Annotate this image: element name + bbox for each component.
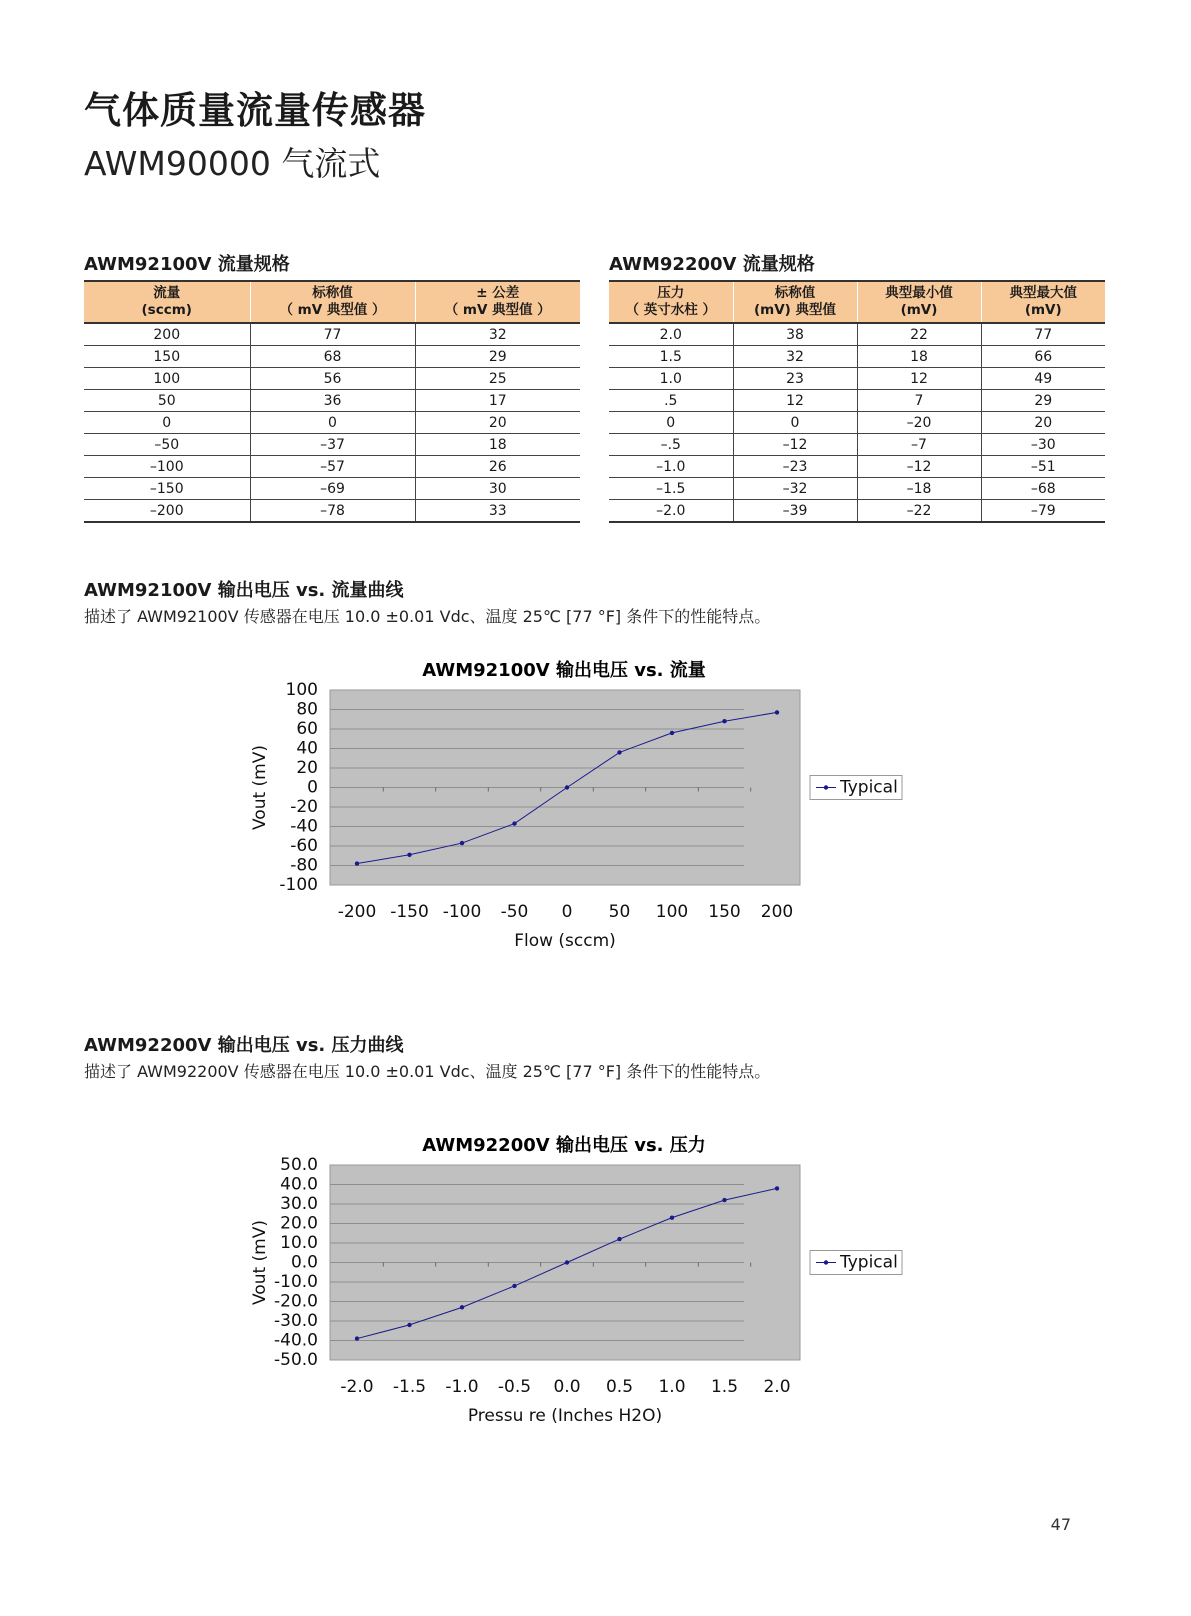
column-header-line: （ mV 典型值 ） bbox=[444, 302, 551, 318]
table-row bbox=[609, 434, 1105, 456]
table-cell: 68 bbox=[250, 346, 415, 368]
x-tick-label: 200 bbox=[760, 902, 794, 922]
pressure-spec-table bbox=[609, 280, 1105, 523]
x-tick-label: -100 bbox=[442, 902, 482, 922]
data-point bbox=[460, 1305, 464, 1309]
chart-title: AWM92200V 输出电压 vs. 压力 bbox=[422, 1134, 706, 1156]
chart-title: AWM92100V 输出电压 vs. 流量 bbox=[422, 659, 706, 681]
data-point bbox=[355, 1336, 359, 1340]
table-cell: –51 bbox=[981, 456, 1105, 478]
y-tick-label: -50.0 bbox=[274, 1350, 318, 1370]
data-point bbox=[565, 1260, 569, 1264]
x-tick-label: -0.5 bbox=[497, 1377, 532, 1397]
table-row bbox=[84, 390, 580, 412]
table-row bbox=[84, 412, 580, 434]
x-tick-label: -1.5 bbox=[392, 1377, 427, 1397]
table-cell: –.5 bbox=[609, 434, 733, 456]
table-cell: –12 bbox=[733, 434, 857, 456]
table-cell: 0 bbox=[84, 412, 250, 434]
table-cell: 22 bbox=[857, 323, 981, 346]
column-header bbox=[415, 281, 580, 323]
column-header-line: (mV) 典型值 bbox=[753, 302, 837, 318]
data-point bbox=[407, 853, 411, 857]
table-cell: 49 bbox=[981, 368, 1105, 390]
y-tick-label: 30.0 bbox=[280, 1194, 318, 1214]
x-tick-label: -200 bbox=[337, 902, 377, 922]
column-header-line: (mV) bbox=[900, 302, 938, 318]
page-number: 47 bbox=[1050, 1515, 1071, 1534]
table-cell: –32 bbox=[733, 478, 857, 500]
table-cell: 29 bbox=[415, 346, 580, 368]
table-header-row bbox=[609, 281, 1105, 323]
table-row bbox=[84, 323, 580, 346]
table-cell: 0 bbox=[250, 412, 415, 434]
flow-spec-table bbox=[84, 280, 580, 523]
flow-chart bbox=[240, 655, 960, 985]
y-tick-label: 60 bbox=[296, 719, 318, 739]
table-cell: 0 bbox=[733, 412, 857, 434]
data-point bbox=[460, 841, 464, 845]
column-header-line: 标称值 bbox=[312, 285, 353, 301]
table-cell: –12 bbox=[857, 456, 981, 478]
column-header bbox=[981, 281, 1105, 323]
table-cell: –30 bbox=[981, 434, 1105, 456]
column-header bbox=[84, 281, 250, 323]
data-point bbox=[617, 1237, 621, 1241]
column-header-line: 典型最小值 bbox=[885, 285, 953, 301]
table-cell: .5 bbox=[609, 390, 733, 412]
column-header-line: 典型最大值 bbox=[1009, 285, 1077, 301]
table-cell: 0 bbox=[609, 412, 733, 434]
table-row bbox=[84, 456, 580, 478]
data-point bbox=[512, 1284, 516, 1288]
table-row bbox=[84, 346, 580, 368]
data-point bbox=[775, 1186, 779, 1190]
y-tick-label: 0 bbox=[307, 777, 318, 798]
data-point bbox=[617, 750, 621, 754]
data-point bbox=[512, 821, 516, 825]
table-row bbox=[84, 368, 580, 390]
table2-title: AWM92200V 流量规格 bbox=[609, 254, 815, 275]
table-cell: 32 bbox=[733, 346, 857, 368]
x-tick-label: 2.0 bbox=[763, 1377, 791, 1397]
table-cell: 77 bbox=[250, 323, 415, 346]
legend-label: Typical bbox=[840, 1252, 898, 1273]
section2-title: AWM92200V 输出电压 vs. 压力曲线 bbox=[84, 1035, 404, 1056]
table-cell: 26 bbox=[415, 456, 580, 478]
y-tick-label: 20.0 bbox=[280, 1213, 318, 1234]
y-tick-label: -20.0 bbox=[274, 1291, 318, 1312]
table-row bbox=[609, 390, 1105, 412]
x-tick-label: 1.5 bbox=[710, 1377, 739, 1397]
data-point bbox=[670, 1215, 674, 1219]
x-tick-label: -50 bbox=[500, 902, 529, 922]
column-header bbox=[250, 281, 415, 323]
table-cell: –2.0 bbox=[609, 500, 733, 523]
table-row bbox=[84, 500, 580, 523]
data-point bbox=[355, 861, 359, 865]
column-header bbox=[733, 281, 857, 323]
page-title: 气体质量流量传感器 bbox=[84, 89, 426, 132]
data-point bbox=[565, 785, 569, 789]
page-subtitle: AWM90000 气流式 bbox=[84, 144, 381, 183]
column-header-line: 压力 bbox=[657, 285, 685, 301]
section1-title: AWM92100V 输出电压 vs. 流量曲线 bbox=[84, 580, 404, 601]
x-tick-label: -1.0 bbox=[445, 1377, 479, 1397]
table-cell: 7 bbox=[857, 390, 981, 412]
y-tick-label: -60 bbox=[290, 836, 318, 856]
y-tick-label: 10.0 bbox=[280, 1233, 318, 1253]
table-cell: –150 bbox=[84, 478, 250, 500]
table-cell: 30 bbox=[415, 478, 580, 500]
y-axis-label: Vout (mV) bbox=[250, 1219, 270, 1306]
y-tick-label: -20 bbox=[290, 797, 318, 817]
table1-title: AWM92100V 流量规格 bbox=[84, 254, 290, 275]
table-cell: 25 bbox=[415, 368, 580, 390]
table-cell: –39 bbox=[733, 500, 857, 523]
data-point bbox=[775, 710, 779, 714]
column-header-line: （ 英寸水柱 ） bbox=[625, 302, 716, 318]
x-tick-label: 0.0 bbox=[553, 1377, 581, 1397]
table-row bbox=[609, 346, 1105, 368]
y-tick-label: -40.0 bbox=[274, 1330, 318, 1351]
column-header-line: (mV) bbox=[1024, 302, 1062, 318]
table-cell: –100 bbox=[84, 456, 250, 478]
table-cell: 18 bbox=[857, 346, 981, 368]
table-cell: 18 bbox=[415, 434, 580, 456]
table-cell: 33 bbox=[415, 500, 580, 523]
table-cell: –57 bbox=[250, 456, 415, 478]
x-tick-label: 0.5 bbox=[605, 1377, 634, 1397]
data-point bbox=[670, 731, 674, 735]
legend-marker-icon bbox=[824, 785, 828, 789]
table-row bbox=[609, 500, 1105, 523]
table-cell: 20 bbox=[415, 412, 580, 434]
y-tick-label: 50.0 bbox=[280, 1155, 318, 1175]
column-header-line: ± 公差 bbox=[476, 285, 520, 301]
column-header-line: 流量 bbox=[153, 285, 181, 301]
table-cell: –200 bbox=[84, 500, 250, 523]
table-cell: –7 bbox=[857, 434, 981, 456]
y-tick-label: 100 bbox=[285, 680, 318, 700]
table-cell: –1.5 bbox=[609, 478, 733, 500]
data-point bbox=[722, 1198, 726, 1202]
table-cell: 50 bbox=[84, 390, 250, 412]
table-cell: 150 bbox=[84, 346, 250, 368]
table-row bbox=[84, 478, 580, 500]
legend-marker-icon bbox=[824, 1260, 828, 1264]
data-point bbox=[722, 719, 726, 723]
column-header-line: 标称值 bbox=[774, 285, 816, 301]
table-header-row bbox=[84, 281, 580, 323]
y-tick-label: -100 bbox=[279, 875, 318, 895]
y-tick-label: 20 bbox=[296, 758, 318, 778]
table-cell: –18 bbox=[857, 478, 981, 500]
table-cell: 38 bbox=[733, 323, 857, 346]
y-axis-label: Vout (mV) bbox=[250, 744, 270, 831]
table-cell: 100 bbox=[84, 368, 250, 390]
y-tick-label: 0.0 bbox=[290, 1252, 318, 1273]
x-tick-label: 1.0 bbox=[658, 1377, 686, 1397]
table-cell: 77 bbox=[981, 323, 1105, 346]
table-cell: –50 bbox=[84, 434, 250, 456]
column-header-line: (sccm) bbox=[141, 302, 192, 318]
x-axis-label: Pressu re (Inches H2O) bbox=[467, 1406, 663, 1426]
table-cell: 36 bbox=[250, 390, 415, 412]
table-row bbox=[609, 412, 1105, 434]
table-cell: –37 bbox=[250, 434, 415, 456]
table-cell: 12 bbox=[857, 368, 981, 390]
section2-description: 描述了 AWM92200V 传感器在电压 10.0 ±0.01 Vdc、温度 25℃ [77 °F] 条件下的性能特点。 bbox=[84, 1062, 771, 1081]
y-tick-label: -10.0 bbox=[274, 1272, 318, 1292]
table-cell: 56 bbox=[250, 368, 415, 390]
table-cell: –69 bbox=[250, 478, 415, 500]
column-header-line: （ mV 典型值 ） bbox=[279, 302, 386, 318]
x-tick-label: 150 bbox=[708, 902, 741, 922]
x-axis-label: Flow (sccm) bbox=[514, 931, 616, 951]
table-cell: 1.0 bbox=[609, 368, 733, 390]
x-tick-label: -2.0 bbox=[340, 1377, 374, 1397]
pressure-chart bbox=[240, 1130, 960, 1460]
table-row bbox=[609, 323, 1105, 346]
table-cell: –78 bbox=[250, 500, 415, 523]
table-row bbox=[609, 478, 1105, 500]
y-tick-label: 40.0 bbox=[280, 1174, 318, 1195]
x-tick-label: 50 bbox=[608, 902, 631, 922]
y-tick-label: -40 bbox=[290, 816, 318, 837]
table-cell: 2.0 bbox=[609, 323, 733, 346]
table-cell: –23 bbox=[733, 456, 857, 478]
x-tick-label: 0 bbox=[561, 902, 573, 922]
y-tick-label: 40 bbox=[296, 738, 318, 759]
table-row bbox=[84, 434, 580, 456]
table-cell: 12 bbox=[733, 390, 857, 412]
column-header bbox=[609, 281, 733, 323]
y-tick-label: 80 bbox=[296, 699, 318, 720]
y-tick-label: -30.0 bbox=[274, 1311, 318, 1331]
table-cell: –1.0 bbox=[609, 456, 733, 478]
legend-label: Typical bbox=[840, 777, 898, 798]
table-cell: 23 bbox=[733, 368, 857, 390]
y-tick-label: -80 bbox=[290, 855, 318, 876]
x-tick-label: 100 bbox=[655, 902, 689, 922]
column-header bbox=[857, 281, 981, 323]
table-cell: 1.5 bbox=[609, 346, 733, 368]
table-cell: 17 bbox=[415, 390, 580, 412]
table-row bbox=[609, 368, 1105, 390]
table-cell: 66 bbox=[981, 346, 1105, 368]
table-cell: –68 bbox=[981, 478, 1105, 500]
table-cell: 20 bbox=[981, 412, 1105, 434]
table-cell: –79 bbox=[981, 500, 1105, 523]
table-cell: 32 bbox=[415, 323, 580, 346]
table-cell: –20 bbox=[857, 412, 981, 434]
table-cell: 29 bbox=[981, 390, 1105, 412]
data-point bbox=[407, 1323, 411, 1327]
table-cell: –22 bbox=[857, 500, 981, 523]
section1-description: 描述了 AWM92100V 传感器在电压 10.0 ±0.01 Vdc、温度 25℃ [77 °F] 条件下的性能特点。 bbox=[84, 607, 771, 626]
table-row bbox=[609, 456, 1105, 478]
x-tick-label: -150 bbox=[390, 902, 429, 922]
table-cell: 200 bbox=[84, 323, 250, 346]
